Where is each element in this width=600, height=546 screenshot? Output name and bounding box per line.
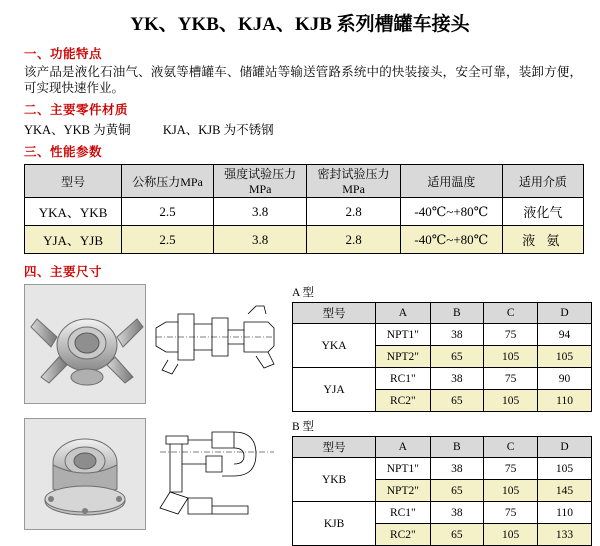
cell-model: YJA、YJB [25, 226, 122, 254]
cell-c: 105 [484, 390, 538, 412]
cell-a: NPT1" [376, 324, 430, 346]
coupling-drawing-a [148, 284, 286, 402]
cell-model: YKA [293, 324, 376, 368]
coupling-drawing-b [148, 418, 286, 528]
section-heading-performance: 三、性能参数 [24, 145, 103, 159]
type-label-b: B 型 [292, 421, 315, 433]
cell-c: 75 [484, 502, 538, 524]
section-heading-dimensions: 四、主要尺寸 [24, 265, 103, 279]
table-header-row [25, 165, 584, 198]
cell-d: 110 [538, 502, 592, 524]
col-header-strength-pressure: 强度试验压力MPa [213, 165, 306, 198]
cell-nominal-pressure: 2.5 [122, 226, 214, 254]
table-row [25, 226, 584, 254]
cell-c: 75 [484, 368, 538, 390]
performance-table [24, 164, 584, 254]
product-photo-a [24, 284, 146, 404]
table-row [25, 198, 584, 226]
col-header-d: D [538, 303, 592, 324]
cell-model: YKB [293, 458, 376, 502]
col-header-c: C [484, 437, 538, 458]
col-header-b: B [430, 303, 484, 324]
table-row [293, 502, 592, 524]
cell-model: YKA、YKB [25, 198, 122, 226]
cell-a: RC1" [376, 502, 430, 524]
cell-d: 133 [538, 524, 592, 546]
col-header-a: A [376, 437, 430, 458]
cell-temperature: -40℃~+80℃ [400, 198, 502, 226]
col-header-model: 型号 [25, 165, 122, 198]
material-line [24, 120, 590, 138]
cell-strength-pressure: 3.8 [213, 226, 306, 254]
cell-c: 75 [484, 458, 538, 480]
cell-seal-pressure: 2.8 [307, 198, 400, 226]
cell-b: 38 [430, 324, 484, 346]
dimensions-section [10, 284, 590, 546]
cell-d: 90 [538, 368, 592, 390]
cell-a: RC2" [376, 524, 430, 546]
col-header-model: 型号 [293, 437, 376, 458]
dimension-group-b [24, 418, 590, 546]
dimension-table-a [292, 302, 592, 412]
cell-a: RC1" [376, 368, 430, 390]
col-header-d: D [538, 437, 592, 458]
cell-b: 38 [430, 502, 484, 524]
cell-c: 105 [484, 480, 538, 502]
features-body: 该产品是液化石油气、液氨等槽罐车、储罐站等输送管路系统中的快装接头，安全可靠，装卸方便，可实现快速作业。 [24, 65, 582, 95]
cell-temperature: -40℃~+80℃ [400, 226, 502, 254]
table-row [293, 324, 592, 346]
coupling-photo-b-illustration [25, 419, 145, 529]
cell-a: NPT1" [376, 458, 430, 480]
cell-seal-pressure: 2.8 [307, 226, 400, 254]
col-header-temperature: 适用温度 [400, 165, 502, 198]
cell-b: 65 [430, 524, 484, 546]
col-header-model: 型号 [293, 303, 376, 324]
table-row [293, 368, 592, 390]
page-title: YK、YKB、KJA、KJB 系列槽罐车接头 [130, 14, 470, 35]
material-right: KJA、KJB 为不锈钢 [162, 123, 274, 137]
dimension-group-a [24, 284, 590, 412]
technical-drawing-b [148, 418, 286, 528]
cell-b: 65 [430, 390, 484, 412]
material-left: YKA、YKB 为黄铜 [24, 123, 131, 137]
cell-model: KJB [293, 502, 376, 546]
type-label-a: A 型 [292, 287, 315, 299]
table-header-row [293, 437, 592, 458]
cell-a: NPT2" [376, 480, 430, 502]
cell-a: RC2" [376, 390, 430, 412]
dimension-table-b [292, 436, 592, 546]
dimension-table-b-wrap [292, 418, 592, 546]
technical-drawing-a [148, 284, 286, 402]
table-row [293, 458, 592, 480]
cell-d: 105 [538, 458, 592, 480]
col-header-b: B [430, 437, 484, 458]
col-header-nominal-pressure: 公称压力MPa [122, 165, 214, 198]
cell-model: YJA [293, 368, 376, 412]
cell-strength-pressure: 3.8 [213, 198, 306, 226]
coupling-photo-a-illustration [25, 285, 145, 403]
cell-nominal-pressure: 2.5 [122, 198, 214, 226]
table-header-row [293, 303, 592, 324]
section-heading-features: 一、功能特点 [24, 47, 103, 61]
col-header-c: C [484, 303, 538, 324]
cell-c: 105 [484, 346, 538, 368]
product-photo-b [24, 418, 146, 530]
dimension-table-a-wrap [292, 284, 592, 412]
cell-c: 75 [484, 324, 538, 346]
cell-b: 65 [430, 480, 484, 502]
cell-d: 94 [538, 324, 592, 346]
section-heading-material: 二、主要零件材质 [24, 103, 129, 117]
cell-d: 145 [538, 480, 592, 502]
cell-b: 65 [430, 346, 484, 368]
cell-d: 110 [538, 390, 592, 412]
cell-d: 105 [538, 346, 592, 368]
col-header-seal-pressure: 密封试验压力MPa [307, 165, 400, 198]
cell-c: 105 [484, 524, 538, 546]
cell-a: NPT2" [376, 346, 430, 368]
cell-medium: 液 氨 [502, 226, 583, 254]
cell-b: 38 [430, 458, 484, 480]
cell-b: 38 [430, 368, 484, 390]
cell-medium: 液化气 [502, 198, 583, 226]
col-header-medium: 适用介质 [502, 165, 583, 198]
col-header-a: A [376, 303, 430, 324]
